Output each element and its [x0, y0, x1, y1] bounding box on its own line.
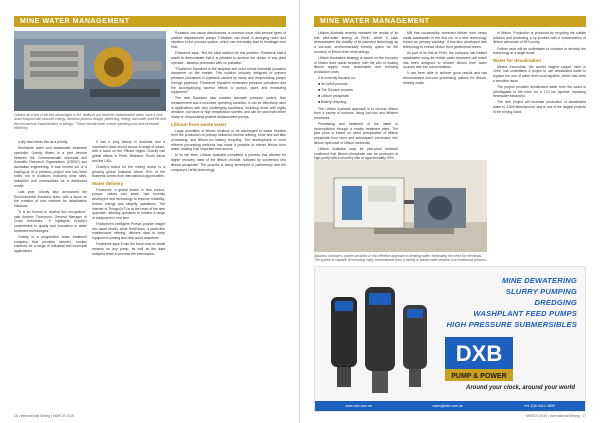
section-title: MINE WATER MANAGEMENT: [320, 18, 430, 25]
photo-water-treatment-unit: [314, 160, 487, 252]
paragraph: It has been able to achieve good results and has demonstrated low-cost processing options for lithium-bearing waste.: [403, 71, 487, 85]
magazine-name: International Mining: [20, 414, 51, 418]
subheading-water-delivery: Water delivery: [92, 181, 124, 187]
page-number: 16: [14, 414, 18, 418]
paragraph: Last year, Gravity also announced the Environmental Solutions team, with a focus on the creation of new markets for desalination solutions.: [14, 189, 87, 208]
photo-caption-right: Aquarius Uranium's system provides a cost-effective approach to treating water, eliminating the need for chemicals. The system is capable of removing many contaminants from a variety of waste water streams in a continuous process.: [314, 254, 487, 263]
page-footer-left: 16 | International Mining | MARCH 2019: [14, 414, 74, 418]
section-title: MINE WATER MANAGEMENT: [20, 18, 130, 25]
paragraph: Flowserve, a global leader in flow control, pumps, valves and seals, has recently developed new technology to improve reliability, reduce energy and simplify operations. The Internet of Things (IoT) is at the heart of the new approach, allowing operators to monitor a range of equipment in real time.: [92, 187, 165, 220]
paragraph: Mill has successfully extracted lithium from heavy metal wastewater in the first run of a new technology, known as 'primary washing'. It has also developed new technology to extract lithium from geothermal brines.: [403, 31, 487, 50]
paragraph: Minera Escondida, the world's largest copper mine in Chile, has undertaken a project to use desalinated water to replace the use of water from local aquifers, which has been a sensitive issue.: [493, 64, 586, 83]
paragraph: Lithium Australia says its pilot-plant testwork confirmed that lithium phosphate can be produced at high purity with a recovery rate of approximately 90%.: [314, 146, 398, 161]
dxb-advertisement[interactable]: [314, 266, 586, 412]
paragraph: of lithium. Production is produced by recycling the sulfate solution and producing a by-product with a concentration of lithium carbonate of 99% purity.: [493, 31, 586, 45]
magazine-name: International Mining: [549, 414, 580, 418]
list-intro: It is currently focused on:: [318, 76, 356, 81]
paragraph: "It is an honour to receive this recognition," said Andrew Thompson, General Manager of Cross Industries. "It highlights Gravity's commitment to quality and innovation in water treatment technologies.": [14, 210, 87, 233]
ad-website-link[interactable]: www.dxb.com.au: [345, 404, 373, 408]
paragraph: As part of its trial at Perth, the company has treated wastewater using its mobile water treatment unit which has been designed to recover lithium from water sources with low concentrations.: [403, 51, 487, 70]
list-item: ■ Lithium phosphate: [318, 94, 349, 99]
paragraph: The new Equalizer also enables accurate pressure control, flow measurement and a smoother operating condition. It can be effectively used in applications with very challenging conditions, including those with highly abrasive, corrosive or high temperature slurries, and can be used with either rotary or reciprocating positive displacement pumps.: [171, 96, 286, 120]
list-item: ■ Battery recycling: [318, 100, 347, 105]
ad-product-list: [446, 275, 577, 330]
subheading-lithium: Lithium from waste water: [171, 121, 227, 127]
paragraph: Flowserve's Intelligent Pumps provide insight into asset health, while RedRaven, a predictive maintenance offering, delivers data to keep equipment running and help avoid downtime.: [92, 222, 165, 241]
paragraph: Lithium Australia recently released the results of its first pilot-scale testing at Perth, which it says demonstrates the viability of its patented technology as a low-cost, environmentally friendly option for the recovery of lithium from mine tailings.: [314, 31, 398, 54]
right-column-3: [493, 31, 586, 116]
list-item: ■ The SiLeach process: [318, 88, 353, 93]
right-page: [300, 0, 600, 423]
product-item: SLURRY PUMPING: [505, 287, 577, 296]
submersible-pumps-icon: [323, 277, 433, 402]
issue-date: MARCH 2019: [526, 414, 548, 418]
product-item: WASHPLANT FEED PUMPS: [473, 309, 577, 318]
paragraph: Further work will be undertaken to continue to develop the technology at a larger scale.: [493, 46, 586, 56]
left-column-1: [14, 140, 87, 255]
paragraph: Lithium Australia's strategy is based on the recovery of lithium from waste streams, with the aim of making lithium supply more sustainable and reducing production costs.: [314, 55, 398, 75]
page-number: 17: [582, 414, 586, 418]
product-item: DREDGING: [534, 298, 577, 307]
treatment-unit-photo-icon: [314, 160, 487, 252]
page-footer-right: MARCH 2019 | International Mining | 17: [526, 414, 586, 418]
left-column-3: [171, 31, 286, 174]
list-item: ■ Its LieNA process: [318, 82, 348, 87]
paragraph: In its lab tests, Lithium Australia completed a process that allowed for higher recovery rates of the lithium chloride, followed by conversion into lithium phosphate. The process is being developed in partnership with the company's LieNA technology.: [171, 153, 286, 172]
paragraph: Gravity's brand for the mining sector is a growing global business where 50% of the business comes from international opportunities.: [92, 164, 165, 179]
section-header-right: [314, 16, 586, 27]
paragraph: The project provides desalinated water from the coast of Antofagasta to the mine via a 170 km pipeline, replacing freshwater extraction.: [493, 84, 586, 99]
paragraph: The Lithium Australia approach is to recover lithium from a variety of sources, using low-cost and efficient processes.: [314, 106, 398, 120]
paragraph: Flowserve says it has the know-how to install sensors on any pump, as well as the data analytics team to process the information.: [92, 242, 165, 256]
paragraph: The new project will increase production of desalinated water to 3,800 litres/second, and is one of the largest projects in the mining world.: [493, 100, 586, 114]
paragraph: "Flowserve Equalizer is the simplest and most robust industrial pulsation dampener on the market. This solution uniquely designed to prevent pressure pulsations in pipework caused by rotary and reciprocating pumps through pipework. Flowserve Equalizer eliminates pressure pulsations and the accompanying harmful effects to pumps, pipes and measuring equipment.": [171, 66, 286, 95]
right-column-2: [403, 31, 487, 87]
paragraph: Pulsation can cause disturbances, a common issue with several types of positive displacement pumps. Pulsation can result in annoying noise and vibration in the process system, which can eventually lead to breakage over time.: [171, 31, 286, 50]
ad-tagline: Around your clock, around your world: [465, 385, 575, 391]
paragraph: Flowserve says: "Not the ideal solution for this problem. Flowserve said it wants to demonstrate that it is possible to achieve the dream of any plant operator - flawless processes with no pulsation.": [171, 51, 286, 65]
subheading-desalination: Water for desalination: [493, 57, 542, 63]
industrial-photo-icon: [14, 31, 166, 111]
paragraph: Worldwide water and wastewater treatment specialist, Gravity Water, is a joint venture between the Commonwealth Industrial and Scientific Research Organisation (CSIRO) and Australian engineering. It was formed out of a scaling-up of a previous project and has been rolled out in locations including mine sites, industries and communities as a distributed model.: [14, 146, 87, 188]
paragraph: It has a long history in Australia and a successful track record across a range of mines, with a focus on the Pilbara region. Gravity has global offices in Perth, Brisbane, South Africa and the USA.: [92, 140, 165, 163]
photo-caption-left: Outotec as a one of the key advantages is the "ability to pre-treat the contaminated water, have a very small footprint with reduced energy, minimise process design, perfecting, energy and water shelf life and the mechanical characteristics of tailings." These include lower overall operating cost and increased efficiency.: [14, 113, 166, 131]
ad-phone: +61 (0)8 9414 3899: [523, 404, 555, 408]
dxb-logo-icon: [445, 337, 513, 381]
issue-date: MARCH 2019: [52, 414, 74, 418]
logo-text: DXB: [455, 341, 503, 366]
ad-email-link[interactable]: sales@dxb.com.au: [432, 404, 464, 408]
logo-subtext: PUMP & POWER: [451, 373, 507, 380]
paragraph: Large quantities of lithium continue to be discharged to waste streams from the production of primary industrial mineral refining, brine and salt lake processing, and lithium-ion battery recycling. The development of more efficient processing methods has made it possible to extract lithium from water, making it an important new source.: [171, 128, 286, 152]
photo-pumping-equipment: [14, 31, 166, 111]
product-item: HIGH PRESSURE SUBMERSIBLES: [446, 320, 577, 329]
product-item: MINE DEWATERING: [502, 276, 577, 285]
ad-contact-bar: [315, 401, 585, 411]
paragraph: Processing and treatment of the water is accomplished through a mobile treatment plant. The pilot plant is based on direct precipitation of lithium phosphate from brine and subsequent conversion into lithium hydroxide or lithium carbonate.: [314, 122, 398, 145]
right-column-1: [314, 31, 398, 162]
paragraph: a city that needs this as a priority.: [18, 140, 69, 144]
paragraph: Gravity is a progressive water treatment company that provides tailored, turnkey solutions for a range of industrial and municipal applications.: [14, 234, 87, 254]
left-column-2: [92, 140, 165, 258]
section-header-left: [14, 16, 286, 27]
